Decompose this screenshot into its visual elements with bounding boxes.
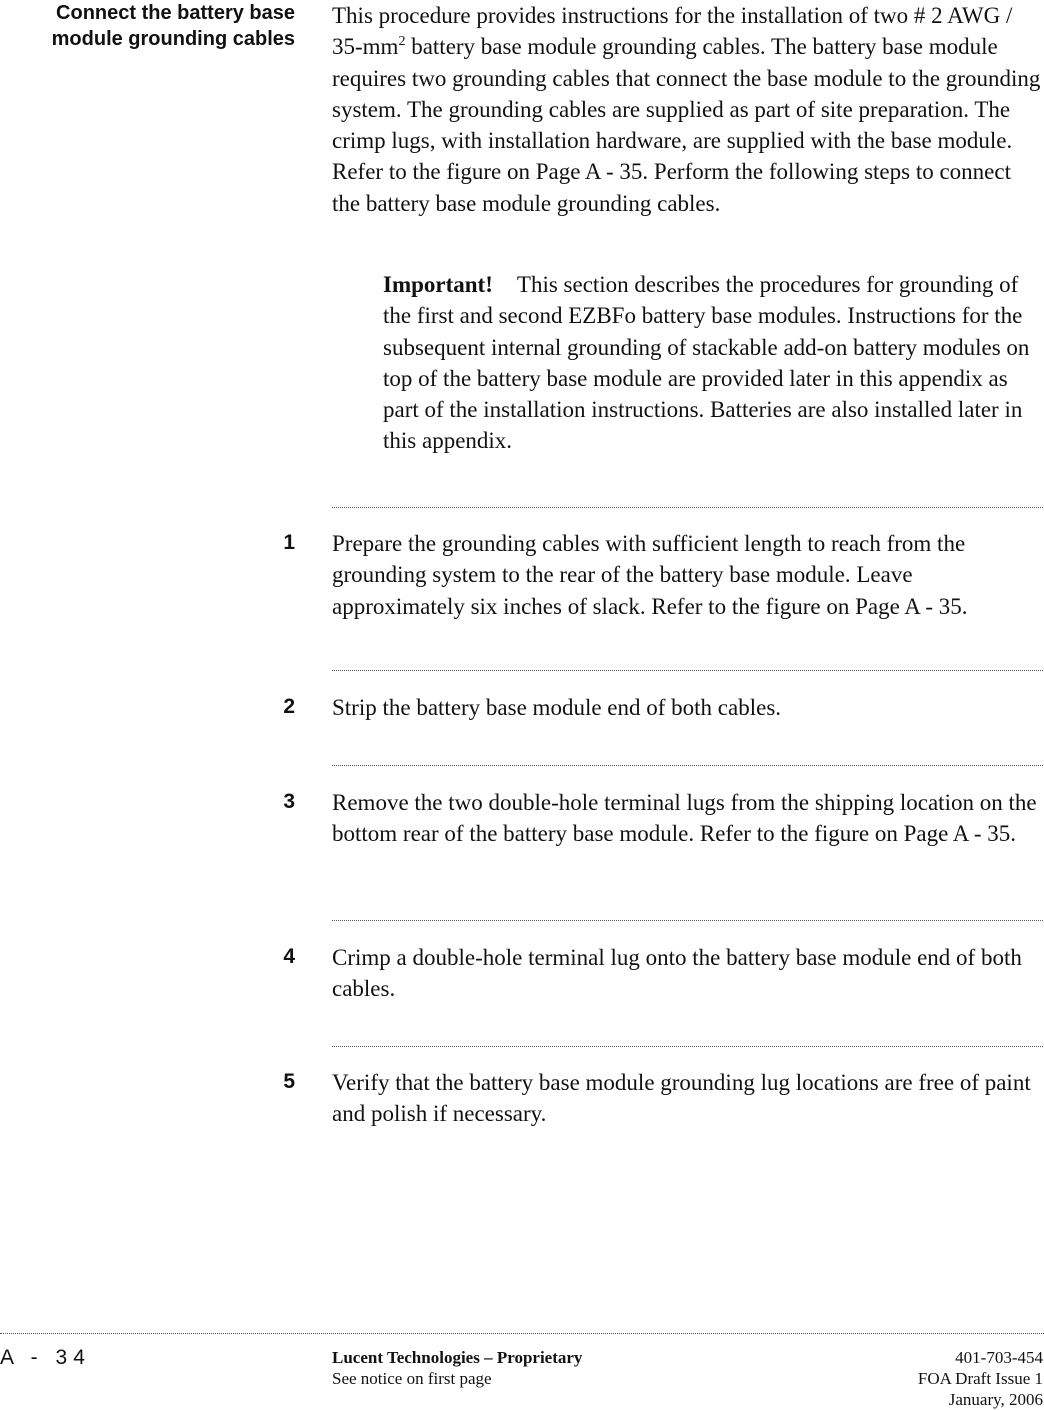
important-text: This section describes the procedures for grounding of the first and second EZBFo battery base modules. Instructions for the subsequent internal grounding of stackable add-on battery modules on top of the battery base module are provided later in this appendix as part of the installation instructions. Batteries are also installed later in this appendix. [383, 272, 1030, 454]
footer-divider [0, 1333, 1044, 1334]
step-divider [332, 670, 1043, 671]
step-divider [332, 1046, 1043, 1047]
step-number: 4 [283, 945, 295, 968]
footer-date: January, 2006 [948, 1390, 1043, 1409]
step-text: Prepare the grounding cables with sufficient length to reach from the grounding system to the rear of the battery base module. Leave approximately six inches of slack. Refer to the figure on Page A - 35. [332, 531, 968, 619]
page-number: A - 34 [0, 1346, 91, 1369]
important-note [383, 269, 1043, 457]
step-divider [332, 765, 1043, 766]
intro-superscript: 2 [398, 34, 406, 50]
intro-paragraph [332, 0, 1044, 219]
step-number: 5 [283, 1070, 295, 1093]
intro-text-part-1: This procedure provides instructions for the installation of two # 2 AWG / 35-mm [332, 3, 1013, 60]
footer-doc-number: 401-703-454 [955, 1348, 1043, 1367]
step-text: Strip the battery base module end of both cables. [332, 695, 782, 720]
important-label: Important! [383, 272, 493, 297]
step-divider [332, 920, 1043, 921]
step-text: Verify that the battery base module grounding lug locations are free of paint and polish if necessary. [332, 1070, 1031, 1127]
step-divider [332, 507, 1043, 508]
footer-proprietary [332, 1347, 582, 1389]
step-number: 3 [283, 790, 295, 813]
footer-company: Lucent Technologies – Proprietary [332, 1348, 583, 1367]
intro-text-part-2: battery base module grounding cables. The battery base module requires two grounding cables that connect the base module to the grounding system. The grounding cables are supplied as part of site preparation. The crimp lugs, with installation hardware, are supplied with the base module. Refer to the figure on Page A - 35. Perform the following steps to connect the battery base module grounding cables. [332, 34, 1041, 216]
section-heading-line-1: Connect the battery base [56, 2, 295, 24]
footer-doc-info [918, 1347, 1043, 1410]
step-text: Crimp a double-hole terminal lug onto the battery base module end of both cables. [332, 945, 1022, 1002]
footer-issue: FOA Draft Issue 1 [917, 1369, 1043, 1388]
footer-notice: See notice on first page [332, 1369, 492, 1388]
section-heading-line-2: module grounding cables [51, 28, 295, 50]
step-number: 1 [283, 531, 295, 554]
section-heading [0, 0, 295, 52]
step-number: 2 [283, 695, 295, 718]
step-text: Remove the two double-hole terminal lugs from the shipping location on the bottom rear of the battery base module. Refer to the figure on Page A - 35. [332, 790, 1037, 847]
